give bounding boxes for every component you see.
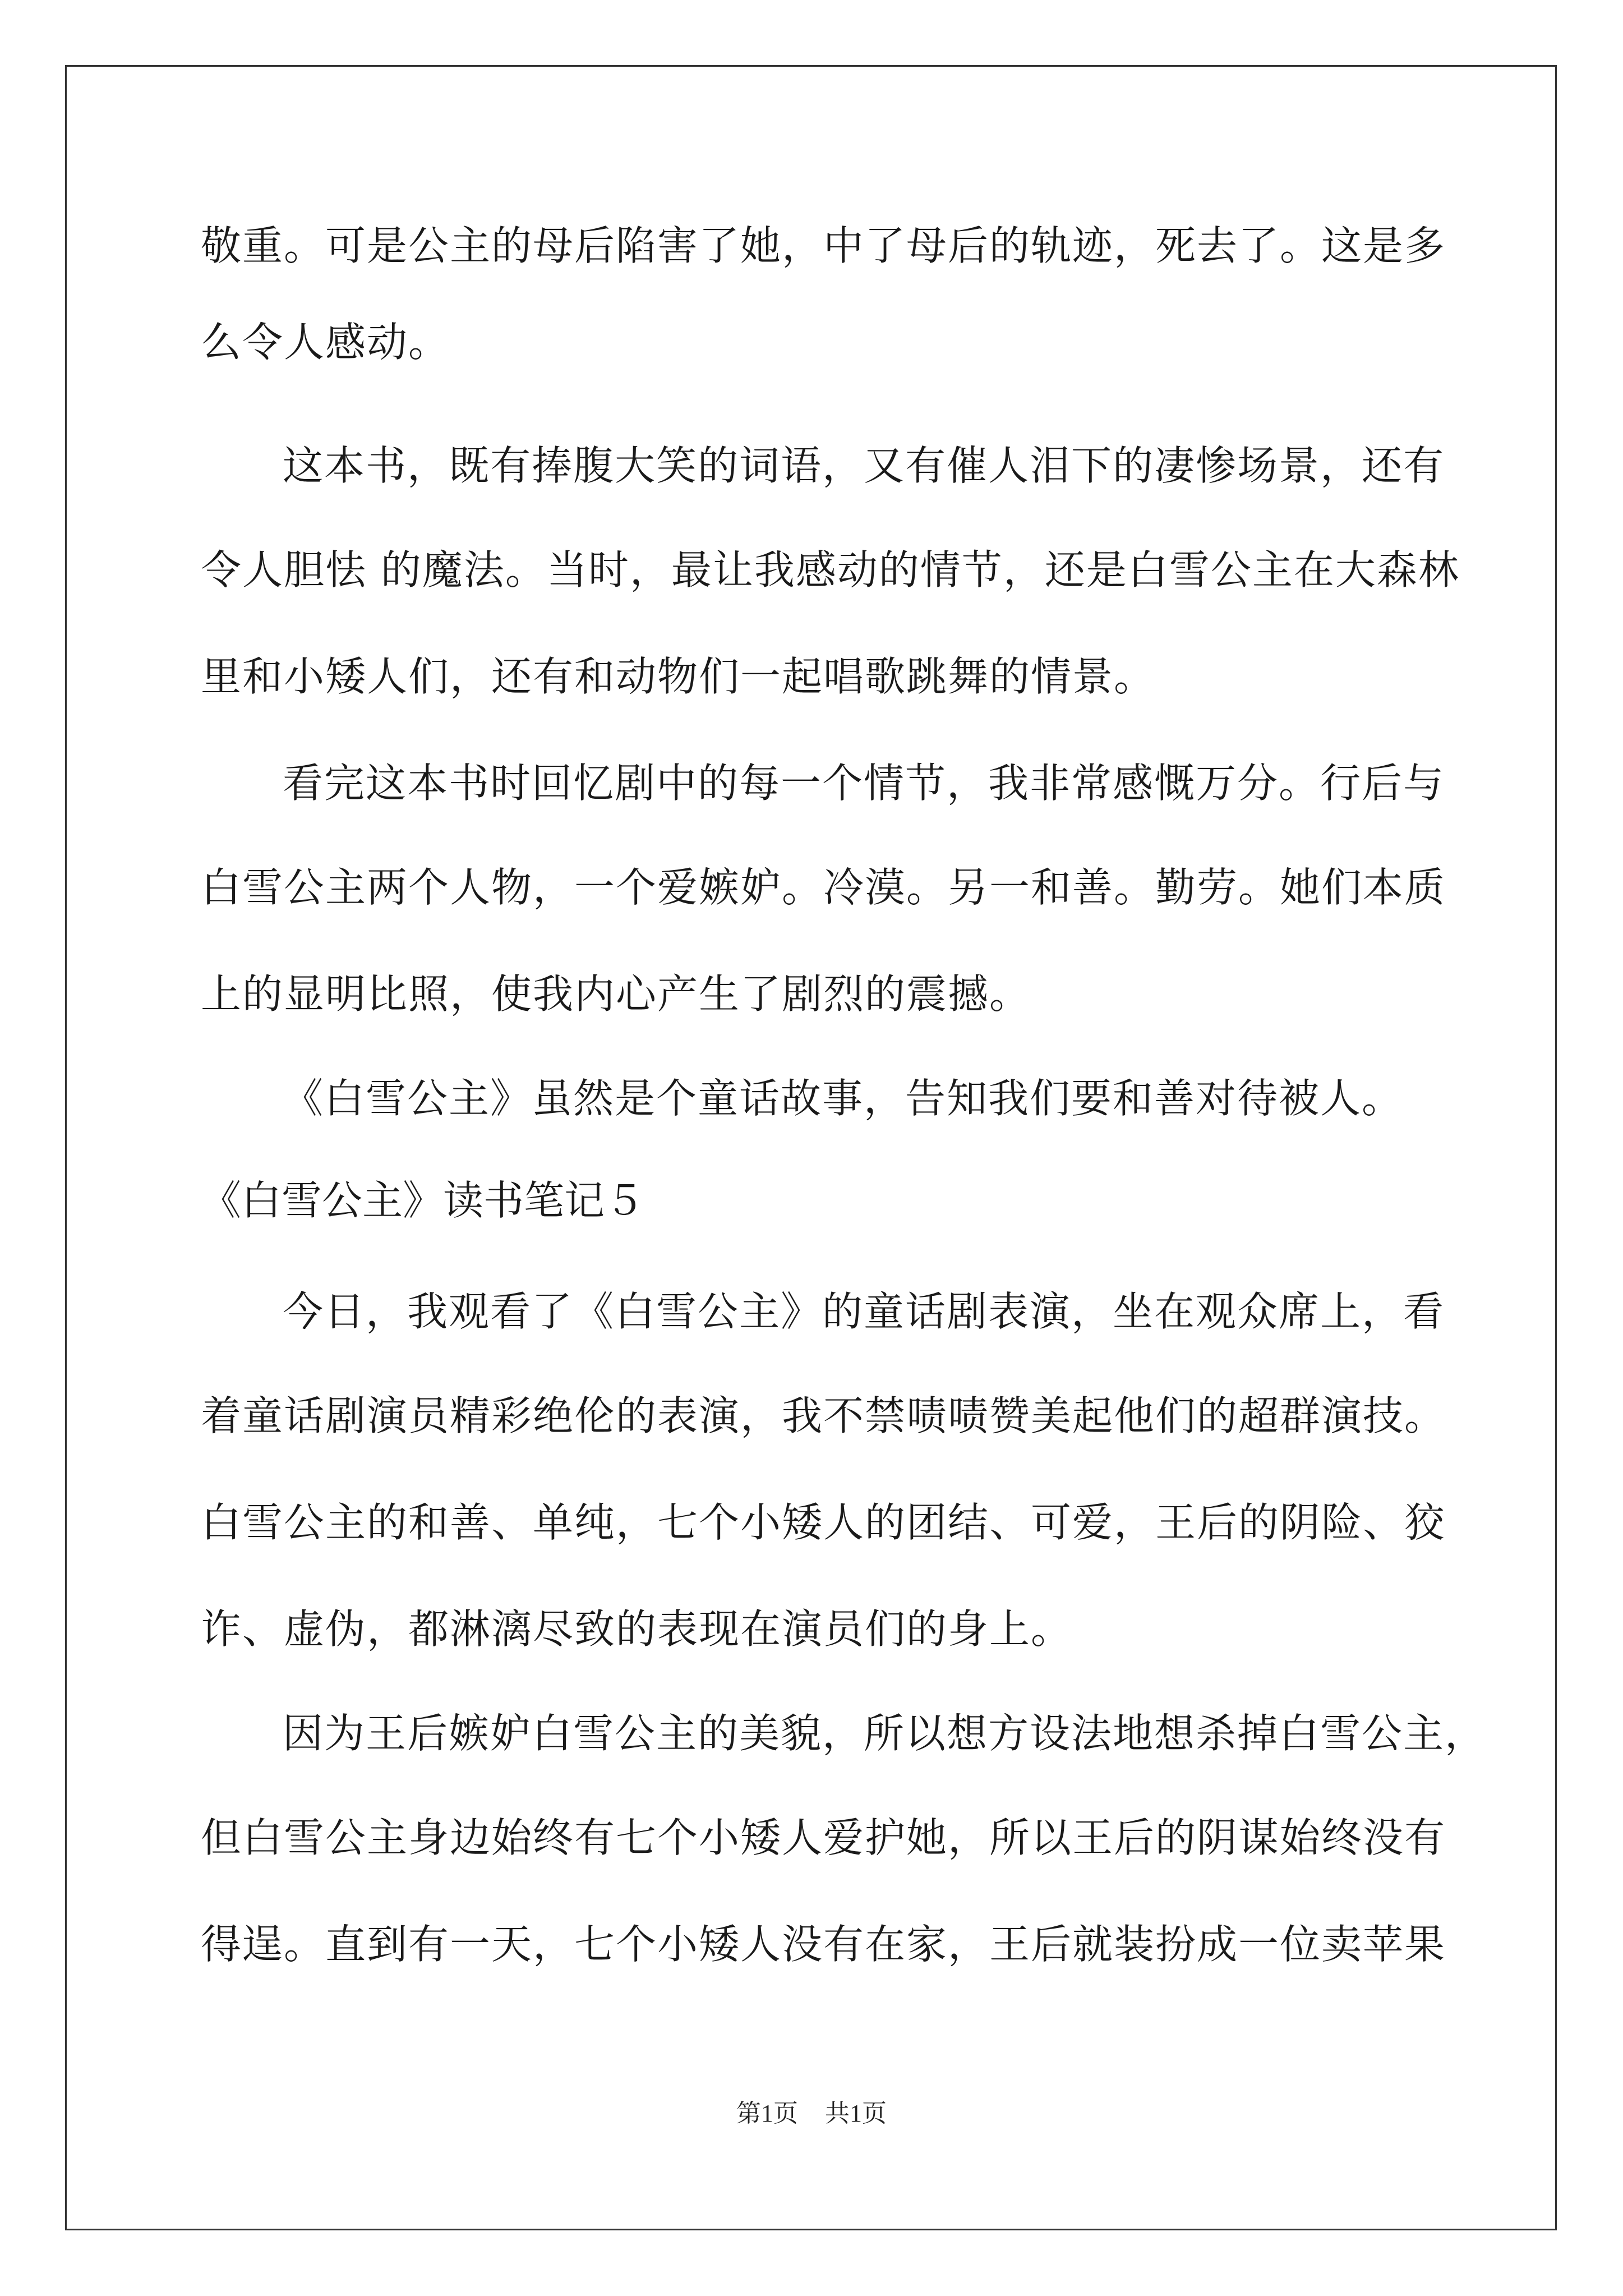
section-heading: 《白雪公主》读书笔记５ (201, 1177, 645, 1224)
text-line: 得逞。直到有一天，七个小矮人没有在家，王后就装扮成一位卖苹果 (201, 1921, 1446, 1968)
text-line: 么令人感动。 (201, 319, 450, 366)
text-line: 因为王后嫉妒白雪公主的美貌，所以想方设法地想杀掉白雪公主， (283, 1710, 1487, 1757)
text-line: 但白雪公主身边始终有七个小矮人爱护她，所以王后的阴谋始终没有 (201, 1814, 1446, 1861)
page-total: 共1页 (825, 2100, 887, 2127)
text-line: 白雪公主两个人物，一个爱嫉妒。冷漠。另一和善。勤劳。她们本质 (201, 864, 1446, 911)
text-line: 看完这本书时回忆剧中的每一个情节，我非常感慨万分。行后与 (283, 760, 1445, 807)
text-line: 《白雪公主》虽然是个童话故事，告知我们要和善对待被人。 (283, 1075, 1404, 1122)
page-border (65, 65, 1557, 2230)
text-line: 上的显明比照，使我内心产生了剧烈的震撼。 (201, 970, 1031, 1018)
text-line: 令人胆怯 的魔法。当时，最让我感动的情节，还是白雪公主在大森林 (201, 546, 1460, 593)
text-line: 今日，我观看了《白雪公主》的童话剧表演，坐在观众席上，看 (283, 1288, 1445, 1335)
page-footer (0, 2097, 1623, 2131)
text-line: 这本书，既有捧腹大笑的词语，又有催人泪下的凄惨场景，还有 (283, 442, 1445, 489)
text-line: 白雪公主的和善、单纯，七个小矮人的团结、可爱，王后的阴险、狡 (201, 1499, 1446, 1546)
page-number: 第1页 (736, 2100, 798, 2127)
text-line: 着童话剧演员精彩绝伦的表演，我不禁啧啧赞美起他们的超群演技。 (201, 1392, 1446, 1439)
text-line: 诈、虚伪，都淋漓尽致的表现在演员们的身上。 (201, 1605, 1073, 1653)
text-line: 敬重。可是公主的母后陷害了她，中了母后的轨迹，死去了。这是多 (201, 222, 1446, 269)
text-line: 里和小矮人们，还有和动物们一起唱歌跳舞的情景。 (201, 653, 1156, 700)
